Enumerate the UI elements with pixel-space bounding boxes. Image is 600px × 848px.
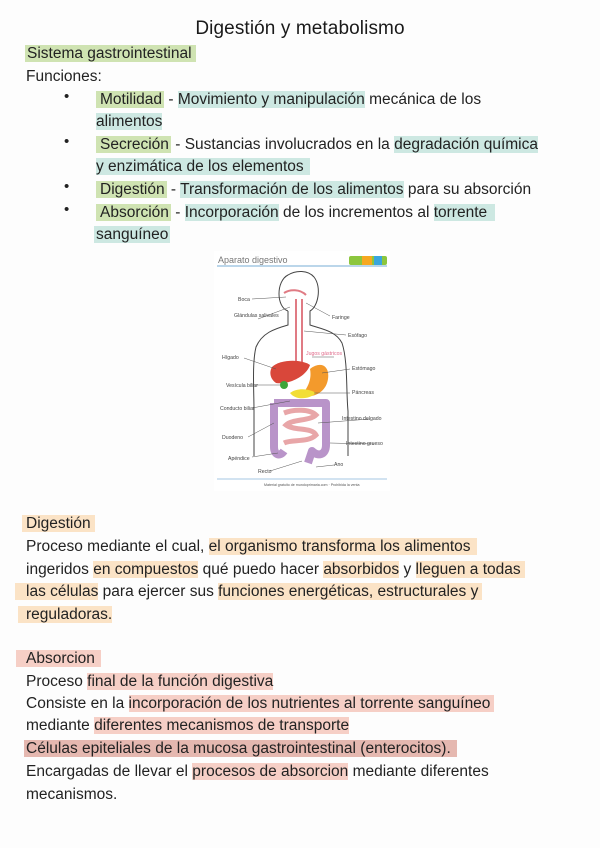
esophagus: [296, 299, 302, 371]
absorcion-line-1: Proceso final de la función digestiva: [26, 673, 274, 690]
absorcion-line-2: Consiste en la incorporación de los nutrientes al torrente sanguíneo: [26, 693, 494, 715]
label-apendice: Apéndice: [228, 456, 250, 462]
label-recto: Recto: [258, 469, 272, 475]
label-jugos: Jugos gástricos: [306, 351, 343, 357]
digestion-line-3: las células para ejercer sus funciones energéticas, estructurales y: [15, 581, 482, 603]
label-higado: Hígado: [222, 355, 239, 361]
bullet-marker: •: [64, 201, 70, 218]
gallbladder: [280, 381, 288, 389]
digestion-line-2: ingeridos en compuestos qué puedo hacer absorbidos y lleguen a todas: [26, 559, 525, 581]
label-estomago: Estómago: [352, 366, 376, 372]
label-glandulas: Glándulas salivales: [234, 313, 279, 319]
functions-label: Funciones:: [26, 68, 102, 85]
section-heading-gastrointestinal: Sistema gastrointestinal: [25, 43, 196, 65]
list-item-secrecion: Secreción - Sustancias involucrados en la degradación química: [96, 134, 538, 156]
absorcion-line-4: Células epiteliales de la mucosa gastrointestinal (enterocitos).: [24, 738, 457, 760]
list-item-motilidad: Motilidad - Movimiento y manipulación mecánica de los: [96, 89, 481, 111]
small-intestine: [284, 410, 316, 443]
absorcion-line-5: Encargadas de llevar el procesos de absorcion mediante diferentes: [26, 763, 489, 780]
list-item-digestion: Digestión - Transformación de los alimentos para su absorción: [96, 179, 531, 201]
list-item-motilidad-cont: alimentos: [96, 113, 163, 130]
label-vesicula: Vesícula biliar: [226, 383, 259, 389]
label-grueso: Intestino grueso: [346, 441, 383, 447]
label-ano: Ano: [334, 462, 344, 468]
mouth: [284, 290, 306, 295]
figure-footer: Material gratuito de mundoprimaria.com · Prohibida la venta: [264, 483, 360, 487]
bullet-marker: •: [64, 178, 70, 195]
label-delgado: Intestino delgado: [342, 416, 382, 422]
bullet-marker: •: [64, 133, 70, 150]
label-duodeno: Duodeno: [222, 435, 244, 441]
section-heading-digestion: Digestión: [22, 513, 95, 535]
absorcion-line-3: mediante diferentes mecanismos de transporte: [26, 717, 350, 734]
label-conducto: Conducto biliar: [220, 406, 255, 412]
digestion-line-1: Proceso mediante el cual, el organismo transforma los alimentos: [26, 536, 477, 558]
list-item-absorcion: Absorción - Incorporación de los incrementos al torrente: [96, 202, 495, 224]
list-item-absorcion-cont: sanguíneo: [96, 226, 169, 243]
label-boca: Boca: [238, 297, 250, 303]
digestion-line-4: reguladoras.: [18, 604, 112, 626]
label-esofago: Esófago: [348, 333, 368, 339]
mundoprimaria-logo: [349, 256, 387, 265]
digestive-system-figure: [214, 251, 390, 491]
absorcion-line-6: mecanismos.: [26, 786, 118, 803]
liver: [270, 361, 310, 384]
label-faringe: Faringe: [332, 315, 350, 321]
digestive-system-diagram: [214, 251, 390, 491]
list-item-secrecion-cont: y enzimática de los elementos: [96, 156, 310, 178]
bullet-marker: •: [64, 88, 70, 105]
page-title: Digestión y metabolismo: [195, 18, 405, 39]
section-heading-absorcion: Absorcion: [16, 648, 101, 670]
figure-title: Aparato digestivo: [218, 255, 288, 265]
label-pancreas: Páncreas: [352, 390, 374, 396]
